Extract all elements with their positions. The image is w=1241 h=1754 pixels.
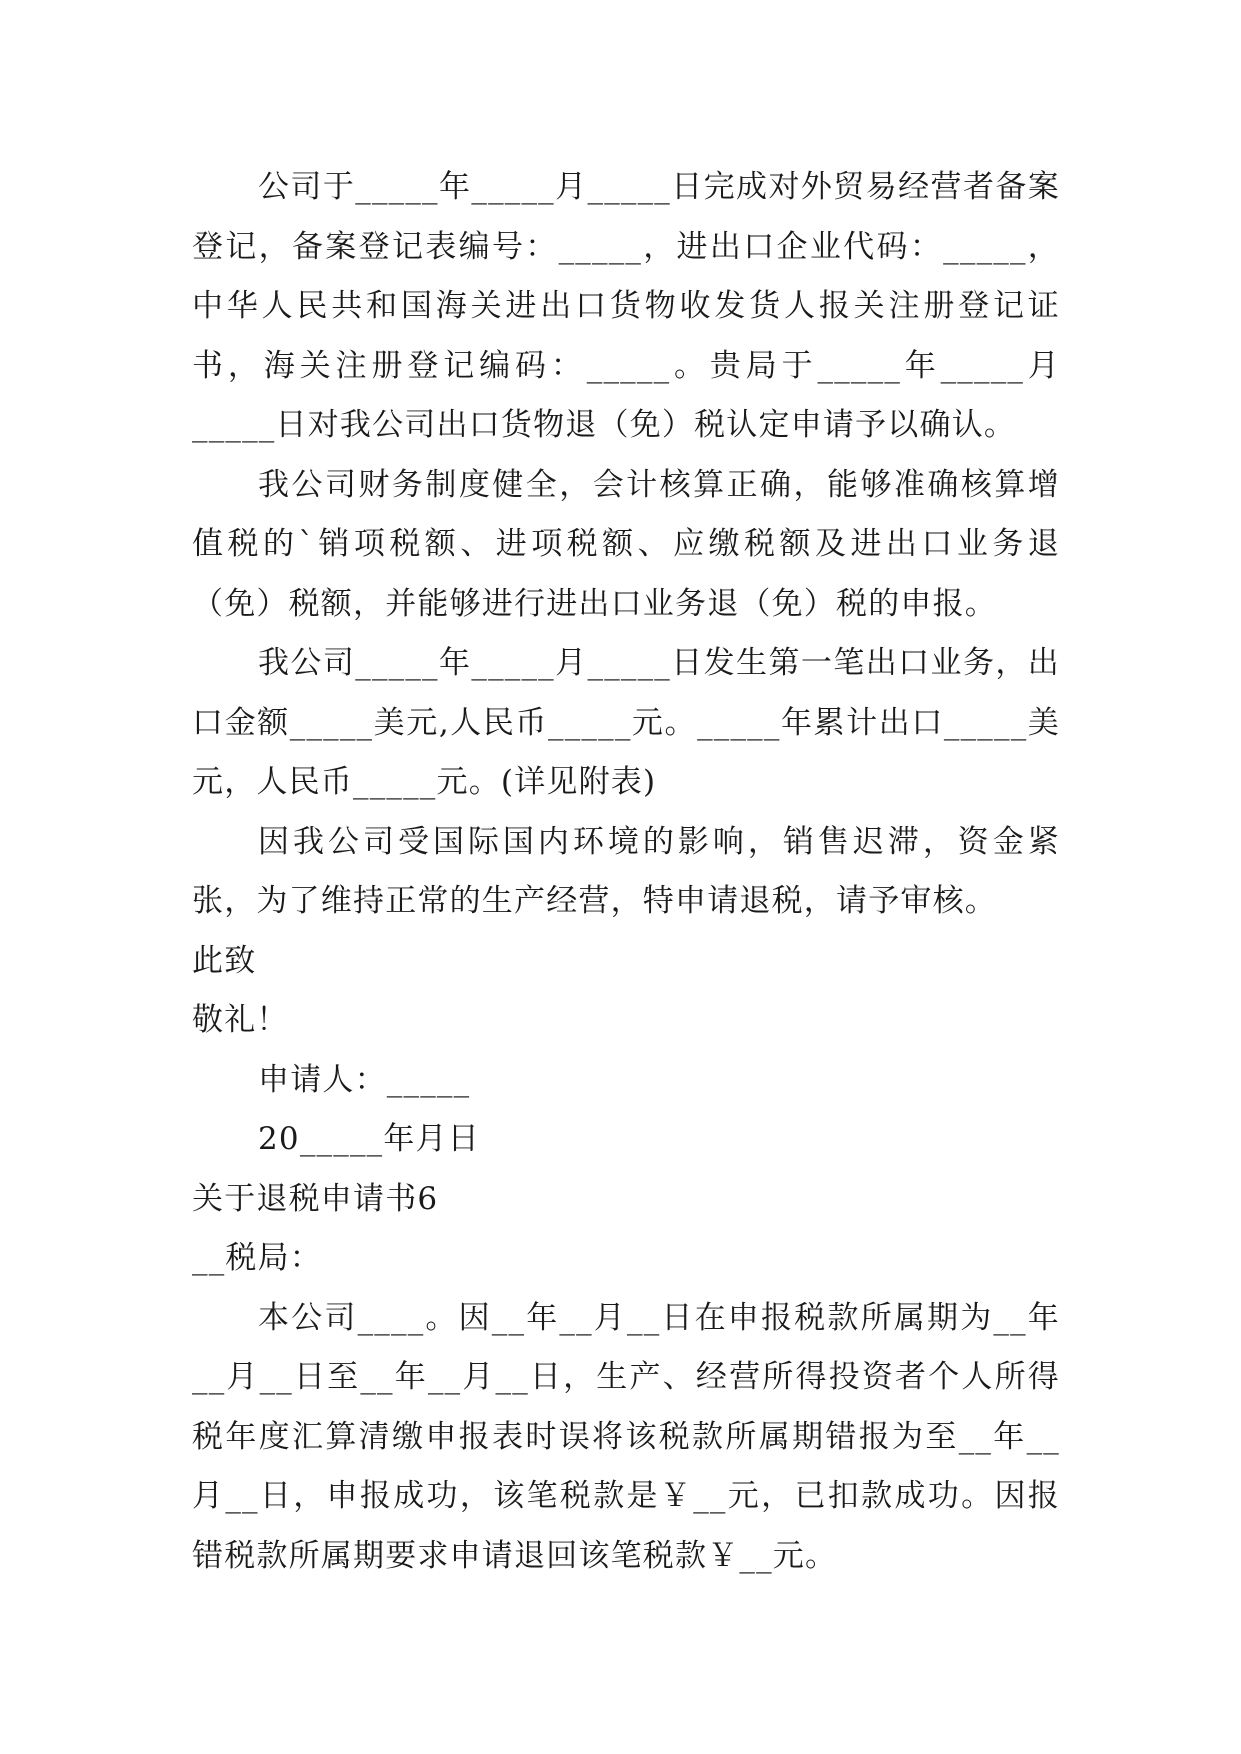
paragraph-accounting-system: 我公司财务制度健全，会计核算正确，能够准确核算增值税的`销项税额、进项税额、应缴税额及进出口业务退（免）税额，并能够进行进出口业务退（免）税的申报。	[192, 466, 1060, 622]
closing-regards: 敬礼！	[192, 1002, 289, 1038]
recipient-line: __税局：	[192, 1240, 322, 1276]
document-body	[192, 158, 1060, 1586]
date-line: 20_____年月日	[258, 1121, 480, 1157]
paragraph-refund-reason: 因我公司受国际国内环境的影响，销售迟滞，资金紧张，为了维持正常的生产经营，特申请退税，请予审核。	[192, 823, 1060, 919]
paragraph-filing-registration: 公司于_____年_____月_____日完成对外贸易经营者备案登记，备案登记表编号：_____，进出口企业代码：_____，中华人民共和国海关进出口货物收发货人报关注册登记证书，海关注册登记编码：_____。贵局于_____年_____月_____日对我公司出口货物退（免）税认定申请予以确认。	[192, 169, 1060, 443]
paragraph-refund-request: 本公司____。因__年__月__日在申报税款所属期为__年__月__日至__年__月__日，生产、经营所得投资者个人所得税年度汇算清缴申报表时误将该税款所属期错报为至__年__月__日，申报成功，该笔税款是￥__元，已扣款成功。因报错税款所属期要求申请退回该笔税款￥__元。	[192, 1299, 1060, 1574]
paragraph-export-business: 我公司_____年_____月_____日发生第一笔出口业务，出口金额_____美元,人民币_____元。_____年累计出口_____美元，人民币_____元。(详见附表)	[192, 645, 1060, 800]
applicant-signature-line: 申请人：_____	[258, 1061, 471, 1098]
closing-salutation: 此致	[192, 942, 257, 979]
section-heading: 关于退税申请书6	[192, 1180, 439, 1217]
